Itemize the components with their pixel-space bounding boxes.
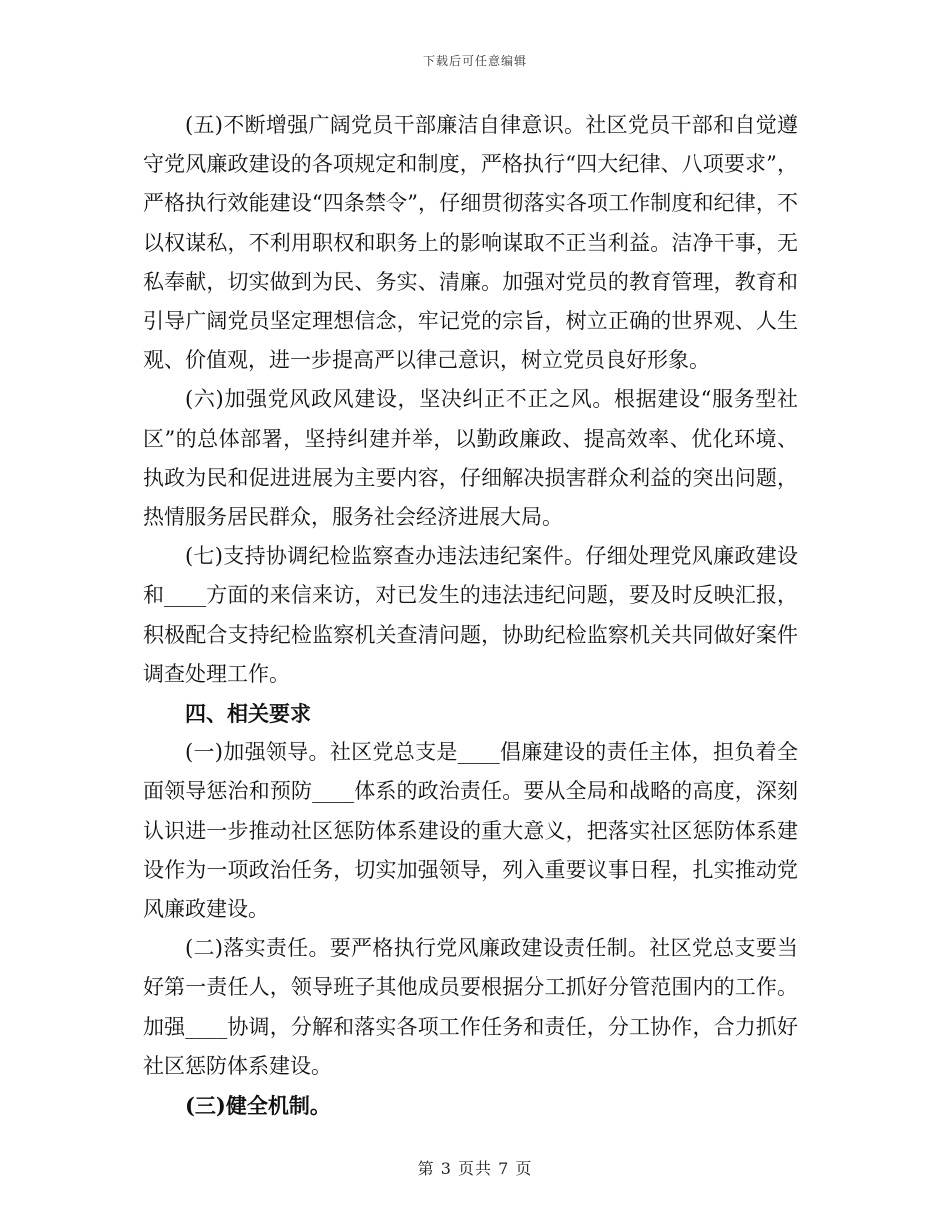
paragraph-1-leadership: (一)加强领导。社区党总支是____倡廉建设的责任主体，担负着全面领导惩治和预防____体系的政治责任。要从全局和战略的高度，深刻认识进一步推动社区惩防体系建设的重大意义，把落实社区惩防体系建设作为一项政治任务，切实加强领导，列入重要议事日程，扎实推动党风廉政建设。: [143, 740, 798, 922]
paragraph-2-responsibility: (二)落实责任。要严格执行党风廉政建设责任制。社区党总支要当好第一责任人，领导班子其他成员要根据分工抓好分管范围内的工作。加强____协调，分解和落实各项工作任务和责任，分工协作，合力抓好社区惩防体系建设。: [143, 936, 798, 1078]
subheading-mechanism: (三)健全机制。: [185, 1093, 331, 1119]
section-heading-requirements: 四、相关要求: [185, 701, 311, 727]
paragraph-7-cases: (七)支持协调纪检监察查办违法违纪案件。仔细处理党风廉政建设和____方面的来信来访，对已发生的违法违纪问题，要及时反映汇报，积极配合支持纪检监察机关查清问题，协助纪检监察机关共同做好案件调查处理工作。: [143, 544, 798, 686]
paragraph-6-conduct: (六)加强党风政风建设，坚决纠正不正之风。根据建设“服务型社区”的总体部署，坚持纠建并举，以勤政廉政、提高效率、优化环境、执政为民和促进进展为主要内容，仔细解决损害群众利益的突出问题，热情服务居民群众，服务社会经济进展大局。: [143, 387, 798, 530]
document-body: [143, 106, 798, 1125]
paragraph-5-integrity: (五)不断增强广阔党员干部廉洁自律意识。社区党员干部和自觉遵守党风廉政建设的各项规定和制度，严格执行“四大纪律、八项要求”，严格执行效能建设“四条禁令”，仔细贯彻落实各项工作制度和纪律，不以权谋私，不利用职权和职务上的影响谋取不正当利益。洁净干事，无私奉献，切实做到为民、务实、清廉。加强对党员的教育管理，教育和引导广阔党员坚定理想信念，牢记党的宗旨，树立正确的世界观、人生观、价值观，进一步提高严以律己意识，树立党员良好形象。: [143, 113, 798, 373]
page-header: 下载后可任意编辑: [422, 54, 527, 68]
page-footer: 第 3 页共 7 页: [417, 1159, 533, 1178]
